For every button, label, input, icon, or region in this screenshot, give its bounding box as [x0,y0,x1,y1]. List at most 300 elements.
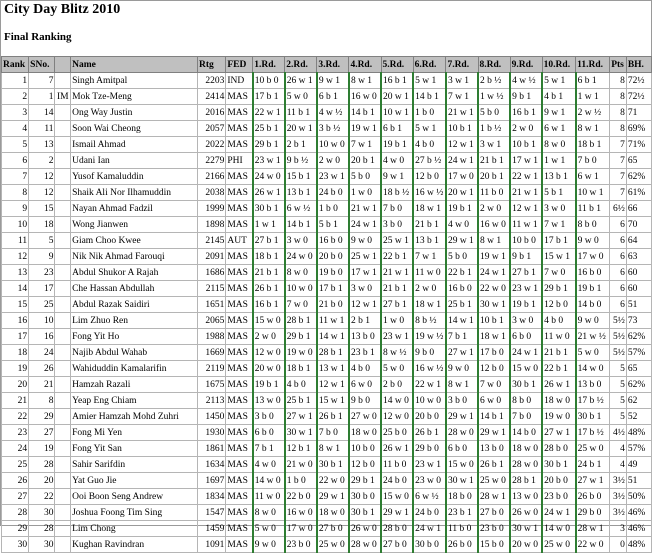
round-result-cell: 7 w 1 [446,89,478,105]
round-result-cell: 6 b 1 [576,73,610,89]
round-result-cell: 18 w 0 [510,441,542,457]
round-result-cell: 22 w 0 [478,281,510,297]
round-result-cell: 18 b ½ [381,185,413,201]
round-result-cell: 18 b 1 [576,137,610,153]
start-number-cell: 19 [29,441,55,457]
round-result-cell: 23 b 0 [478,521,510,537]
round-result-cell: 16 b 0 [576,265,610,281]
round-result-cell: 11 w 1 [317,313,349,329]
round-result-cell: 8 b ½ [413,313,446,329]
round-result-cell: 3 w 0 [349,281,381,297]
round-result-cell: 30 b 1 [253,201,285,217]
round-result-cell: 15 w 0 [381,489,413,505]
start-number-cell: 2 [29,153,55,169]
round-result-cell: 2 w 0 [253,329,285,345]
round-result-cell: 24 b 0 [413,505,446,521]
federation-cell: MAS [226,377,253,393]
round-result-cell: 27 b 0 [317,521,349,537]
buchholz-cell: 62 [626,393,651,409]
start-number-cell: 30 [29,537,55,553]
round-result-cell: 16 w ½ [413,185,446,201]
round-result-cell: 30 b 1 [510,377,542,393]
round-result-cell: 17 b 1 [542,233,575,249]
rank-cell: 2 [2,89,29,105]
round-result-cell: 13 w 1 [317,361,349,377]
round-result-cell: 3 b 0 [381,217,413,233]
buchholz-cell: 48% [626,425,651,441]
title-cell [55,121,71,137]
player-name-cell: Fong Yit San [71,441,198,457]
round-result-cell: 7 w 0 [478,377,510,393]
round-result-cell: 9 w 0 [576,233,610,249]
title-cell [55,393,71,409]
rank-cell: 15 [2,297,29,313]
round-result-cell: 19 b 0 [317,265,349,281]
round-result-cell: 27 w 1 [285,409,317,425]
round-result-cell: 27 b 1 [510,265,542,281]
buchholz-cell: 46% [626,505,651,521]
buchholz-cell: 62% [626,377,651,393]
round-result-cell: 10 w 0 [285,281,317,297]
rating-cell: 2091 [198,249,226,265]
points-cell: 6 [610,297,627,313]
rating-cell: 1459 [198,521,226,537]
round-result-cell: 28 b 1 [510,473,542,489]
points-cell: 6 [610,265,627,281]
round-result-cell: 27 b 1 [381,297,413,313]
round-result-cell: 5 w 1 [413,73,446,89]
round-result-cell: 4 w 0 [381,153,413,169]
round-result-cell: 19 b 1 [576,281,610,297]
round-result-cell: 24 w 1 [446,153,478,169]
round-result-cell: 14 b 1 [349,105,381,121]
buchholz-cell: 64 [626,233,651,249]
round-result-cell: 20 b 0 [542,473,575,489]
buchholz-cell: 50% [626,489,651,505]
buchholz-cell: 61% [626,185,651,201]
buchholz-cell: 62% [626,329,651,345]
round-result-cell: 23 w 0 [413,473,446,489]
round-result-cell: 10 b 1 [510,137,542,153]
round-result-cell: 16 b 1 [381,73,413,89]
round-result-cell: 3 w 1 [446,73,478,89]
round-result-cell: 10 w 1 [381,105,413,121]
round-result-cell: 26 b 1 [317,409,349,425]
round-result-cell: 30 w 1 [446,473,478,489]
table-row [2,121,652,137]
title-cell [55,537,71,553]
round-result-cell: 12 w 1 [510,201,542,217]
round-result-cell: 22 w 1 [253,105,285,121]
round-result-cell: 16 b 1 [253,297,285,313]
round-result-cell: 14 w 1 [446,313,478,329]
federation-cell: MAS [226,281,253,297]
round-result-cell: 22 b 1 [381,249,413,265]
rating-cell: 2065 [198,313,226,329]
rating-cell: 1450 [198,409,226,425]
round-result-cell: 4 w ½ [317,105,349,121]
buchholz-cell: 65 [626,361,651,377]
federation-cell: MAS [226,473,253,489]
round-result-cell: 3 w 0 [510,313,542,329]
round-result-cell: 28 w 1 [478,489,510,505]
column-header: 4.Rd. [349,57,381,73]
round-result-cell: 19 b 1 [446,201,478,217]
player-name-cell: Shaik Ali Nor Ilhamuddin [71,185,198,201]
rank-cell: 25 [2,457,29,473]
rating-cell: 1988 [198,329,226,345]
round-result-cell: 6 b 1 [317,89,349,105]
round-result-cell: 14 w 0 [576,361,610,377]
round-result-cell: 21 w 1 [510,185,542,201]
buchholz-cell: 51 [626,297,651,313]
title-cell [55,281,71,297]
table-row [2,409,652,425]
round-result-cell: 7 b 0 [510,409,542,425]
round-result-cell: 30 b 0 [413,537,446,553]
round-result-cell: 16 w ½ [413,361,446,377]
table-row [2,201,652,217]
points-cell: 6 [610,281,627,297]
round-result-cell: 30 b 1 [317,457,349,473]
round-result-cell: 13 b 1 [413,233,446,249]
title-cell [55,185,71,201]
round-result-cell: 7 b 0 [317,425,349,441]
start-number-cell: 15 [29,201,55,217]
round-result-cell: 9 w 1 [317,73,349,89]
round-result-cell: 22 w 1 [413,377,446,393]
round-result-cell: 2 w 0 [413,281,446,297]
round-result-cell: 2 w ½ [576,105,610,121]
buchholz-cell: 69% [626,121,651,137]
round-result-cell: 25 w 0 [542,537,575,553]
start-number-cell: 28 [29,457,55,473]
points-cell: 4 [610,457,627,473]
round-result-cell: 8 w 1 [349,73,381,89]
player-name-cell: Soon Wai Cheong [71,121,198,137]
points-cell: 5½ [610,345,627,361]
player-name-cell: Mok Tze-Meng [71,89,198,105]
round-result-cell: 11 b 0 [381,457,413,473]
buchholz-cell: 71% [626,137,651,153]
round-result-cell: 12 w 0 [253,345,285,361]
federation-cell: MAS [226,457,253,473]
round-result-cell: 1 w 0 [349,185,381,201]
round-result-cell: 22 b 0 [285,489,317,505]
round-result-cell: 5 w 0 [253,521,285,537]
player-name-cell: Joshua Foong Tim Sing [71,505,198,521]
round-result-cell: 30 b 1 [576,409,610,425]
points-cell: 6 [610,233,627,249]
buchholz-cell: 46% [626,521,651,537]
title-cell [55,489,71,505]
federation-cell: MAS [226,185,253,201]
start-number-cell: 23 [29,265,55,281]
points-cell: 7 [610,185,627,201]
round-result-cell: 21 b 1 [413,217,446,233]
round-result-cell: 3 w 0 [285,233,317,249]
round-result-cell: 3 b 0 [253,409,285,425]
round-result-cell: 11 b 0 [478,185,510,201]
round-result-cell: 4 w 0 [446,217,478,233]
start-number-cell: 14 [29,105,55,121]
title-cell: IM [55,89,71,105]
round-result-cell: 25 w 1 [381,233,413,249]
round-result-cell: 16 w 0 [478,217,510,233]
round-result-cell: 16 b 0 [317,233,349,249]
round-result-cell: 4 b 0 [413,137,446,153]
round-result-cell: 18 b 1 [253,249,285,265]
round-result-cell: 18 w 0 [542,393,575,409]
round-result-cell: 15 b 1 [285,169,317,185]
round-result-cell: 5 b 1 [542,185,575,201]
points-cell: 5 [610,377,627,393]
round-result-cell: 13 b 0 [349,329,381,345]
round-result-cell: 9 b 0 [413,345,446,361]
rating-cell: 2113 [198,393,226,409]
start-number-cell: 1 [29,89,55,105]
round-result-cell: 6 w 0 [478,393,510,409]
round-result-cell: 29 w 1 [317,489,349,505]
round-result-cell: 23 b 0 [285,537,317,553]
round-result-cell: 24 w 1 [510,345,542,361]
buchholz-cell: 66 [626,201,651,217]
buchholz-cell: 62% [626,169,651,185]
round-result-cell: 13 b 0 [478,441,510,457]
table-body [2,73,652,553]
round-result-cell: 27 w 1 [576,473,610,489]
title-cell [55,313,71,329]
federation-cell: MAS [226,521,253,537]
round-result-cell: 14 w 0 [381,393,413,409]
round-result-cell: 19 w 0 [285,345,317,361]
round-result-cell: 24 b 1 [576,457,610,473]
round-result-cell: 1 w 1 [576,89,610,105]
round-result-cell: 20 b 0 [317,249,349,265]
player-name-cell: Singh Amitpal [71,73,198,89]
round-result-cell: 23 b 1 [349,345,381,361]
title-cell [55,521,71,537]
round-result-cell: 23 w 1 [317,169,349,185]
round-result-cell: 4 b 0 [542,313,575,329]
round-result-cell: 12 w 0 [381,409,413,425]
round-result-cell: 16 b 0 [446,281,478,297]
rank-cell: 10 [2,217,29,233]
title-cell [55,73,71,89]
player-name-cell: Ong Way Justin [71,105,198,121]
round-result-cell: 25 b 0 [381,425,413,441]
start-number-cell: 16 [29,329,55,345]
federation-cell: AUT [226,233,253,249]
federation-cell: MAS [226,297,253,313]
round-result-cell: 6 b 0 [510,329,542,345]
round-result-cell: 11 b 0 [446,521,478,537]
title-cell [55,249,71,265]
table-row [2,361,652,377]
column-header: Rtg [198,57,226,73]
round-result-cell: 8 b 0 [576,217,610,233]
round-result-cell: 16 w 0 [349,89,381,105]
round-result-cell: 12 w 1 [317,377,349,393]
round-result-cell: 6 w 1 [542,121,575,137]
round-result-cell: 8 w 1 [478,233,510,249]
column-header: BH. [626,57,651,73]
ranking-table [1,56,652,553]
round-result-cell: 29 w 1 [446,233,478,249]
rank-cell: 18 [2,345,29,361]
round-result-cell: 29 b 1 [542,281,575,297]
player-name-cell: Hamzah Razali [71,377,198,393]
start-number-cell: 30 [29,505,55,521]
title-cell [55,473,71,489]
round-result-cell: 30 w 1 [478,297,510,313]
round-result-cell: 21 w 1 [349,201,381,217]
table-row [2,249,652,265]
round-result-cell: 18 w 1 [478,329,510,345]
points-cell: 6 [610,217,627,233]
table-row [2,505,652,521]
federation-cell: MAS [226,345,253,361]
round-result-cell: 14 b 1 [478,409,510,425]
round-result-cell: 17 b 1 [253,89,285,105]
player-name-cell: Lim Chong [71,521,198,537]
points-cell: 8 [610,121,627,137]
round-result-cell: 29 w 1 [478,425,510,441]
round-result-cell: 17 b 0 [478,345,510,361]
start-number-cell: 29 [29,409,55,425]
round-result-cell: 21 w ½ [576,329,610,345]
rank-cell: 5 [2,137,29,153]
buchholz-cell: 72½ [626,73,651,89]
federation-cell: MAS [226,489,253,505]
round-result-cell: 21 b 1 [478,153,510,169]
round-result-cell: 11 b 1 [285,105,317,121]
column-header: 1.Rd. [253,57,285,73]
points-cell: 5 [610,409,627,425]
round-result-cell: 19 b 1 [381,137,413,153]
player-name-cell: Lim Zhuo Ren [71,313,198,329]
federation-cell: MAS [226,361,253,377]
column-header: 6.Rd. [413,57,446,73]
title-cell [55,137,71,153]
rank-cell: 20 [2,377,29,393]
round-result-cell: 18 b 1 [285,361,317,377]
table-row [2,169,652,185]
round-result-cell: 30 b 0 [349,489,381,505]
column-header: 7.Rd. [446,57,478,73]
round-result-cell: 15 b 0 [478,537,510,553]
round-result-cell: 21 w 0 [285,457,317,473]
start-number-cell: 13 [29,137,55,153]
table-header [2,57,652,73]
round-result-cell: 8 w 1 [317,441,349,457]
round-result-cell: 20 b 1 [349,153,381,169]
player-name-cell: Wong Jianwen [71,217,198,233]
player-name-cell: Amier Hamzah Mohd Zuhri [71,409,198,425]
round-result-cell: 6 b 0 [446,441,478,457]
rating-cell: 1675 [198,377,226,393]
rank-cell: 16 [2,313,29,329]
round-result-cell: 23 b 1 [446,505,478,521]
player-name-cell: Yusof Kamaluddin [71,169,198,185]
federation-cell: MAS [226,89,253,105]
rank-cell: 29 [2,521,29,537]
points-cell: 4 [610,441,627,457]
player-name-cell: Ismail Ahmad [71,137,198,153]
round-result-cell: 21 w 1 [446,105,478,121]
start-number-cell: 11 [29,121,55,137]
round-result-cell: 6 w ½ [285,201,317,217]
round-result-cell: 24 b 0 [381,473,413,489]
round-result-cell: 9 w 0 [253,537,285,553]
federation-cell: MAS [226,537,253,553]
table-row [2,377,652,393]
table-row [2,457,652,473]
round-result-cell: 26 w 0 [349,521,381,537]
round-result-cell: 6 b 0 [253,425,285,441]
round-result-cell: 4 b 0 [285,377,317,393]
table-row [2,425,652,441]
round-result-cell: 28 b 0 [381,521,413,537]
start-number-cell: 12 [29,185,55,201]
round-result-cell: 29 w 1 [446,409,478,425]
buchholz-cell: 70 [626,217,651,233]
federation-cell: MAS [226,409,253,425]
round-result-cell: 14 w 0 [542,521,575,537]
page-title: City Day Blitz 2010 [4,2,121,17]
buchholz-cell: 49 [626,457,651,473]
points-cell: 6½ [610,201,627,217]
round-result-cell: 22 w 1 [510,169,542,185]
round-result-cell: 11 w 0 [253,489,285,505]
round-result-cell: 21 w 1 [381,265,413,281]
round-result-cell: 29 b 1 [253,137,285,153]
federation-cell: MAS [226,169,253,185]
round-result-cell: 10 w 0 [413,393,446,409]
round-result-cell: 28 b 1 [285,313,317,329]
round-result-cell: 19 w 0 [542,409,575,425]
rank-cell: 30 [2,537,29,553]
buchholz-cell: 60 [626,281,651,297]
table-row [2,393,652,409]
rank-cell: 1 [2,73,29,89]
table-row [2,105,652,121]
player-name-cell: Yat Guo Jie [71,473,198,489]
round-result-cell: 13 b 1 [542,169,575,185]
round-result-cell: 4 w 0 [253,457,285,473]
round-result-cell: 19 w 1 [478,249,510,265]
rank-cell: 22 [2,409,29,425]
rank-cell: 28 [2,505,29,521]
round-result-cell: 1 b 0 [317,201,349,217]
round-result-cell: 16 w 0 [285,505,317,521]
rating-cell: 1930 [198,425,226,441]
round-result-cell: 28 b 0 [542,441,575,457]
round-result-cell: 3 w 1 [478,137,510,153]
rating-cell: 2166 [198,169,226,185]
round-result-cell: 3 w 0 [542,201,575,217]
title-cell [55,153,71,169]
round-result-cell: 26 b 1 [413,425,446,441]
round-result-cell: 23 w 1 [253,153,285,169]
round-result-cell: 27 w 1 [446,345,478,361]
federation-cell: MAS [226,313,253,329]
round-result-cell: 15 w 0 [253,313,285,329]
rating-cell: 1861 [198,441,226,457]
round-result-cell: 27 b 0 [478,505,510,521]
round-result-cell: 15 w 1 [317,393,349,409]
rating-cell: 1634 [198,457,226,473]
